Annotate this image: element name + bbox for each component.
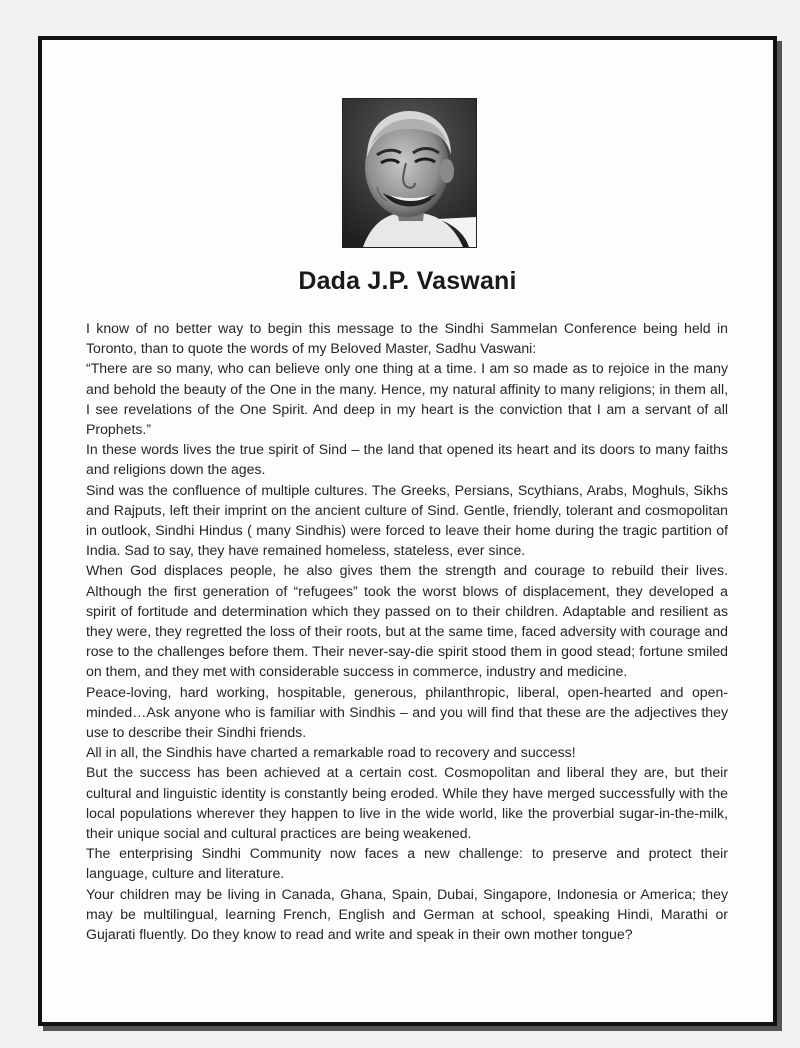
paragraph: Sind was the confluence of multiple cultures. The Greeks, Persians, Scythians, Arabs, Moghuls, Sikhs and Rajputs, left their imprint on the ancient culture of Sind. Gentle, friendly, tolerant and cosmopolitan in outlook, Sindhi Hindus ( many Sindhis) were forced to leave their home during the tragic partition of India. Sad to say, they have remained homeless, stateless, ever since. — [86, 481, 728, 559]
paragraph: All in all, the Sindhis have charted a remarkable road to recovery and success! — [86, 744, 576, 761]
paragraph: “There are so many, who can believe only one thing at a time. I am so made as to rejoice in the many and behold the beauty of the One in the many. Hence, my natural affinity to many religions; in them all, I see revelations of the One Spirit. And deep in my heart is the conviction that I am a servant of all Prophets.” — [86, 360, 728, 438]
paragraph: In these words lives the true spirit of Sind – the land that opened its heart and its doors to many faiths and religions down the ages. — [86, 441, 728, 478]
page-title: Dada J.P. Vaswani — [298, 267, 517, 295]
message-frame — [38, 36, 777, 1026]
portrait-illustration — [343, 99, 476, 247]
message-body — [86, 318, 728, 944]
paragraph: When God displaces people, he also gives them the strength and courage to rebuild their lives. Although the first generation of “refugees” took the worst blows of displacement, they developed a spirit of fortitude and determination which they passed on to their children. Adaptable and resilient as they were, they regretted the loss of their roots, but at the same time, faced adversity with courage and rose to the challenges before them. Their never-say-die spirit stood them in good stead; fortune smiled on them, and they met with considerable success in commerce, industry and medicine. — [86, 562, 728, 680]
paragraph: Your children may be living in Canada, Ghana, Spain, Dubai, Singapore, Indonesia or America; they may be multilingual, learning French, English and German at school, speaking Hindi, Marathi or Gujarati fluently. Do they know to read and write and speak in their own mother tongue? — [86, 885, 728, 943]
paragraph: But the success has been achieved at a certain cost. Cosmopolitan and liberal they are, but their cultural and linguistic identity is constantly being eroded. While they have merged successfully with the local populations wherever they happen to live in the wide world, like the proverbial sugar-in-the-milk, their unique social and cultural practices are being weakened. — [86, 764, 728, 842]
paragraph: Peace-loving, hard working, hospitable, generous, philanthropic, liberal, open-hearted and open-minded…Ask anyone who is familiar with Sindhis – and you will find that these are the adjectives they use to describe their Sindhi friends. — [86, 683, 728, 741]
portrait-photo — [342, 98, 477, 248]
paragraph: I know of no better way to begin this message to the Sindhi Sammelan Conference being held in Toronto, than to quote the words of my Beloved Master, Sadhu Vaswani: — [86, 320, 728, 357]
paragraph: The enterprising Sindhi Community now faces a new challenge: to preserve and protect their language, culture and literature. — [86, 845, 728, 882]
